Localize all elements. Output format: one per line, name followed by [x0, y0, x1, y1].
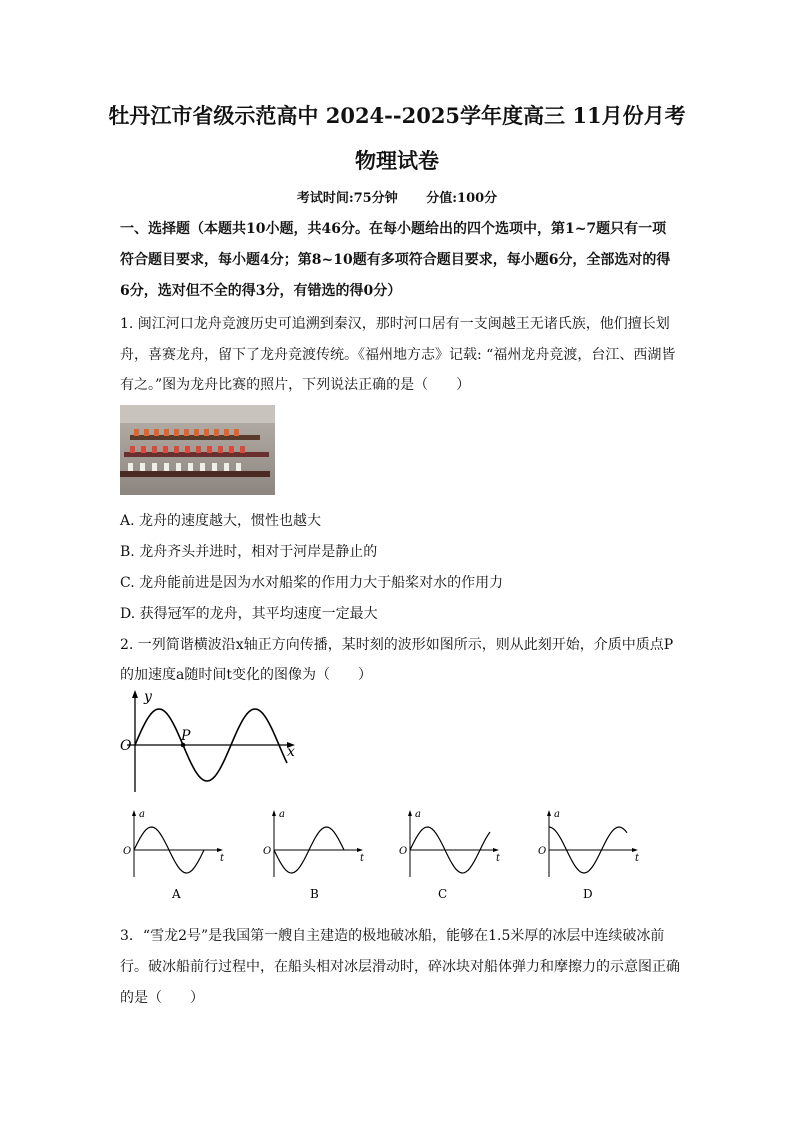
origin-label: O [123, 846, 132, 857]
q1-option-d: D. 获得冠军的龙舟，其平均速度一定最大 [120, 606, 378, 622]
t-label: t [635, 853, 640, 864]
axis-arrow-icon [493, 848, 499, 852]
origin-label: O [120, 738, 132, 754]
a-label: a [279, 809, 285, 820]
exam-score: 分值:100分 [426, 191, 498, 206]
exam-meta [0, 187, 794, 206]
y-label: y [144, 689, 152, 705]
origin-label: O [538, 846, 547, 857]
option-graph-c [396, 805, 506, 900]
q1-line: 1. 闽江河口龙舟竞渡历史可追溯到秦汉，那时河口居有一支闽越王无诸氏族，他们擅长划 [120, 316, 670, 332]
t-label: t [220, 853, 225, 864]
option-letter: C [438, 887, 448, 900]
q1-line: 有之。”图为龙舟比赛的照片，下列说法正确的是（ ） [120, 377, 471, 393]
point-p-label: P [181, 728, 191, 744]
a-label: a [139, 809, 145, 820]
exam-title: 牡丹江市省级示范高中 2024--2025学年度高三 11月份月考 [108, 103, 686, 128]
y-axis-arrow-icon [132, 690, 138, 698]
section1-line: 符合题目要求，每小题4分；第8~10题有多项符合题目要求，每小题6分，全部选对的得 [120, 252, 671, 268]
option-graph-b [260, 805, 370, 900]
a-label: a [554, 809, 560, 820]
exam-time: 考试时间:75分钟 [296, 191, 398, 206]
a-label: a [415, 809, 421, 820]
q3-line: 的是（ ） [120, 990, 204, 1006]
q1-option-c: C. 龙舟能前进是因为水对船桨的作用力大于船桨对水的作用力 [120, 575, 504, 591]
option-letter: A [172, 887, 181, 900]
q3-line: 3．“雪龙2号”是我国第一艘自主建造的极地破冰船，能够在1.5米厚的冰层中连续破冰前 [120, 928, 665, 944]
t-label: t [360, 853, 365, 864]
q3-line: 行。破冰船前行过程中，在船头相对冰层滑动时，碎冰块对船体弹力和摩擦力的示意图正确 [120, 959, 680, 975]
q2-line: 2. 一列简谐横波沿x轴正方向传播，某时刻的波形如图所示，则从此刻开始，介质中质点P [120, 637, 674, 653]
option-letter: B [310, 887, 319, 900]
t-label: t [496, 853, 501, 864]
q1-option-a: A. 龙舟的速度越大，惯性也越大 [120, 513, 322, 529]
section1-line: 一、选择题（本题共10小题，共46分。在每小题给出的四个选项中，第1~7题只有一项 [120, 221, 667, 237]
option-letter: D [583, 887, 593, 900]
dragon-boat-photo [120, 405, 275, 495]
x-label: x [287, 744, 295, 760]
axis-arrow-icon [408, 810, 412, 816]
axis-arrow-icon [547, 810, 551, 816]
axis-arrow-icon [132, 810, 136, 816]
section1-line: 6分，选对但不全的得3分，有错选的得0分） [120, 283, 402, 299]
exam-subtitle: 物理试卷 [355, 148, 439, 173]
q2-line: 的加速度a随时间t变化的图像为（ ） [120, 667, 372, 683]
axis-arrow-icon [632, 848, 638, 852]
axis-arrow-icon [357, 848, 363, 852]
wave-graph [115, 688, 305, 798]
option-graph-d [535, 805, 645, 900]
origin-label: O [263, 846, 272, 857]
option-graph-a [120, 805, 230, 900]
axis-arrow-icon [272, 810, 276, 816]
q1-option-b: B. 龙舟齐头并进时，相对于河岸是静止的 [120, 544, 378, 560]
axis-arrow-icon [217, 848, 223, 852]
q1-line: 舟，喜赛龙舟，留下了龙舟竞渡传统。《福州地方志》记载: “福州龙舟竞渡，台江、西湖皆 [120, 347, 676, 363]
origin-label: O [399, 846, 408, 857]
